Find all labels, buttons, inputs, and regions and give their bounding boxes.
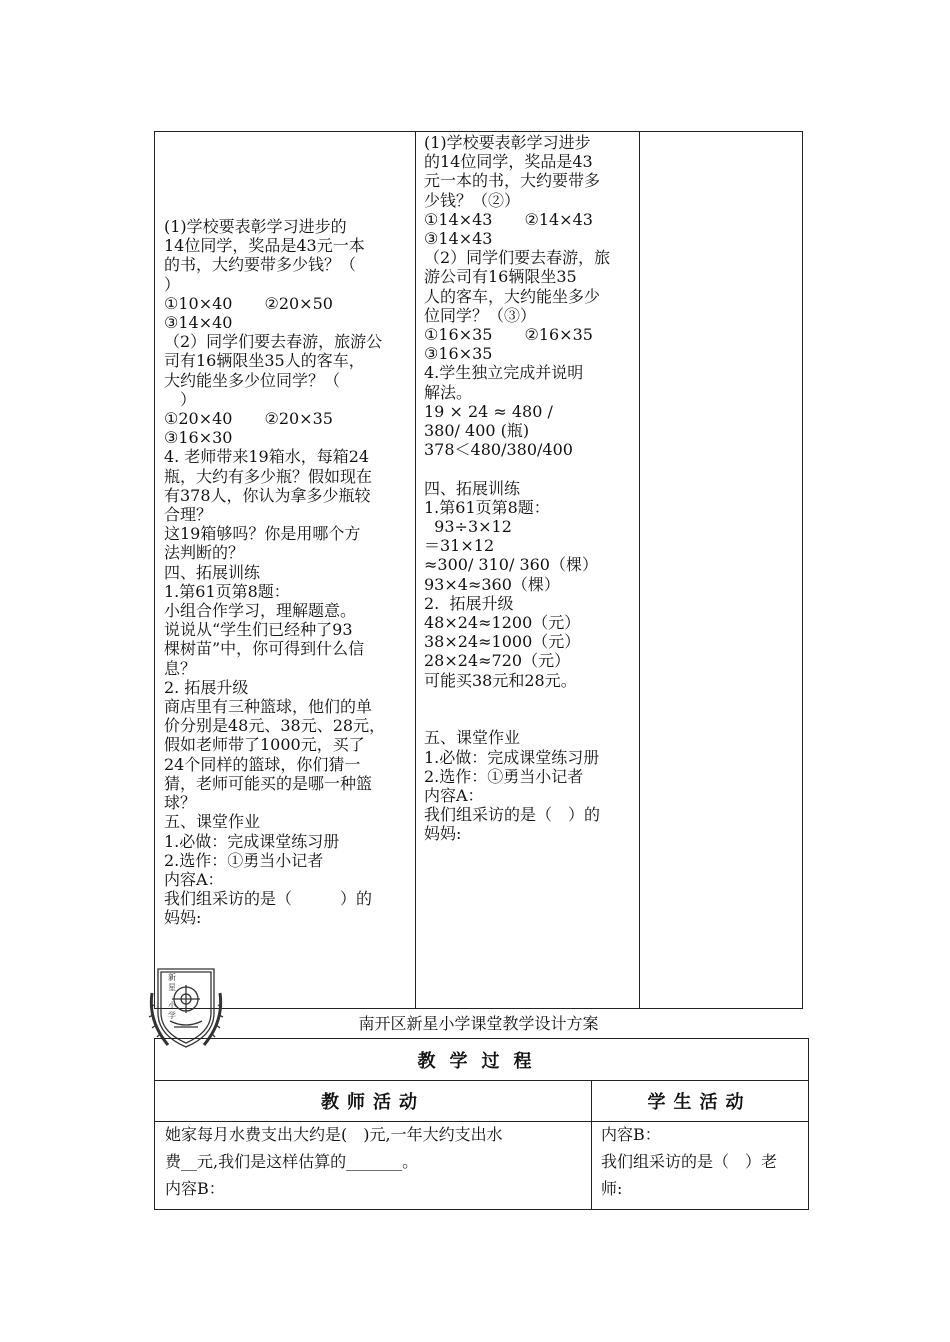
column-divider [639,132,640,1008]
student-activity-cell: (1)学校要表彰学习进步 的14位同学，奖品是43 元一本的书，大约要带多 少钱？（②） ①14×43 ②14×43 ③14×43 （2）同学们要去春游，旅 游公司有16辆限坐35 人的客车，大约能坐多少 位同学？（③） ①16×35 ②16×35 ③16×35 4.学生独立完成并说明 解法。 19 × 24 ≈ 480 / 380/ 400 (瓶) 378＜480/380/400 四、拓展训练 1.第61页第8题： 93÷3×12 ＝31×12 ≈300/ 310/ 360（棵） 93×4≈360（棵） 2. 拓展升级 48×24≈1200（元） 38×24≈1000（元） 28×24≈720（元） 可能买38元和28元。 五、课堂作业 1.必做：完成课堂练习册 2.选作：①勇当小记者 内容A： 我们组采访的是（ ）的 妈妈: [424,133,611,844]
svg-text:新: 新 [168,973,176,982]
column-divider [591,1080,592,1209]
page-title: 南开区新星小学课堂教学设计方案 [358,1014,599,1033]
svg-text:学: 学 [168,1011,176,1020]
teacher-activity-cell: 她家每月水费支出大约是( )元,一年大约支出水 费__元,我们是这样估算的_______。 内容B： [165,1125,503,1198]
column-divider [415,132,416,1008]
lesson-process-table [154,1038,809,1210]
teacher-activity-header: 教师活动 [321,1091,425,1113]
lesson-table-continued [154,131,803,1009]
section-title: 教学过程 [417,1050,546,1072]
teacher-activity-cell: (1)学校要表彰学习进步的 14位同学，奖品是43元一本 的书，大约要带多少钱？（ ） ①10×40 ②20×50 ③14×40 （2）同学们要去春游，旅游公 司有16辆限坐35人的客车， 大约能坐多少位同学？（ ） ①20×40 ②20×35 ③16×30 4. 老师带来19箱水，每箱24 瓶，大约有多少瓶？假如现在 有378人，你认为拿多少瓶较 合理？ 这19箱够吗？你是用哪个方 法判断的？ 四、拓展训练 1.第61页第8题： 小组合作学习，理解题意。 说说从“学生们已经种了93 棵树苗”中，你可得到什么信 息？ 2. 拓展升级 商店里有三种篮球，他们的单 价分别是48元、38元、28元， 假如老师带了1000元，买了 24个同样的篮球，你们猜一 猜，老师可能买的是哪一种篮 球？ 五、课堂作业 1.必做：完成课堂练习册 2.选作：①勇当小记者 内容A： 我们组采访的是（ ）的 妈妈: [164,217,386,928]
svg-text:星: 星 [168,983,176,992]
student-activity-cell: 内容B： 我们组采访的是（ ）老 师: [601,1125,778,1198]
student-activity-header: 学生活动 [647,1091,752,1113]
svg-text:小: 小 [168,1001,176,1010]
